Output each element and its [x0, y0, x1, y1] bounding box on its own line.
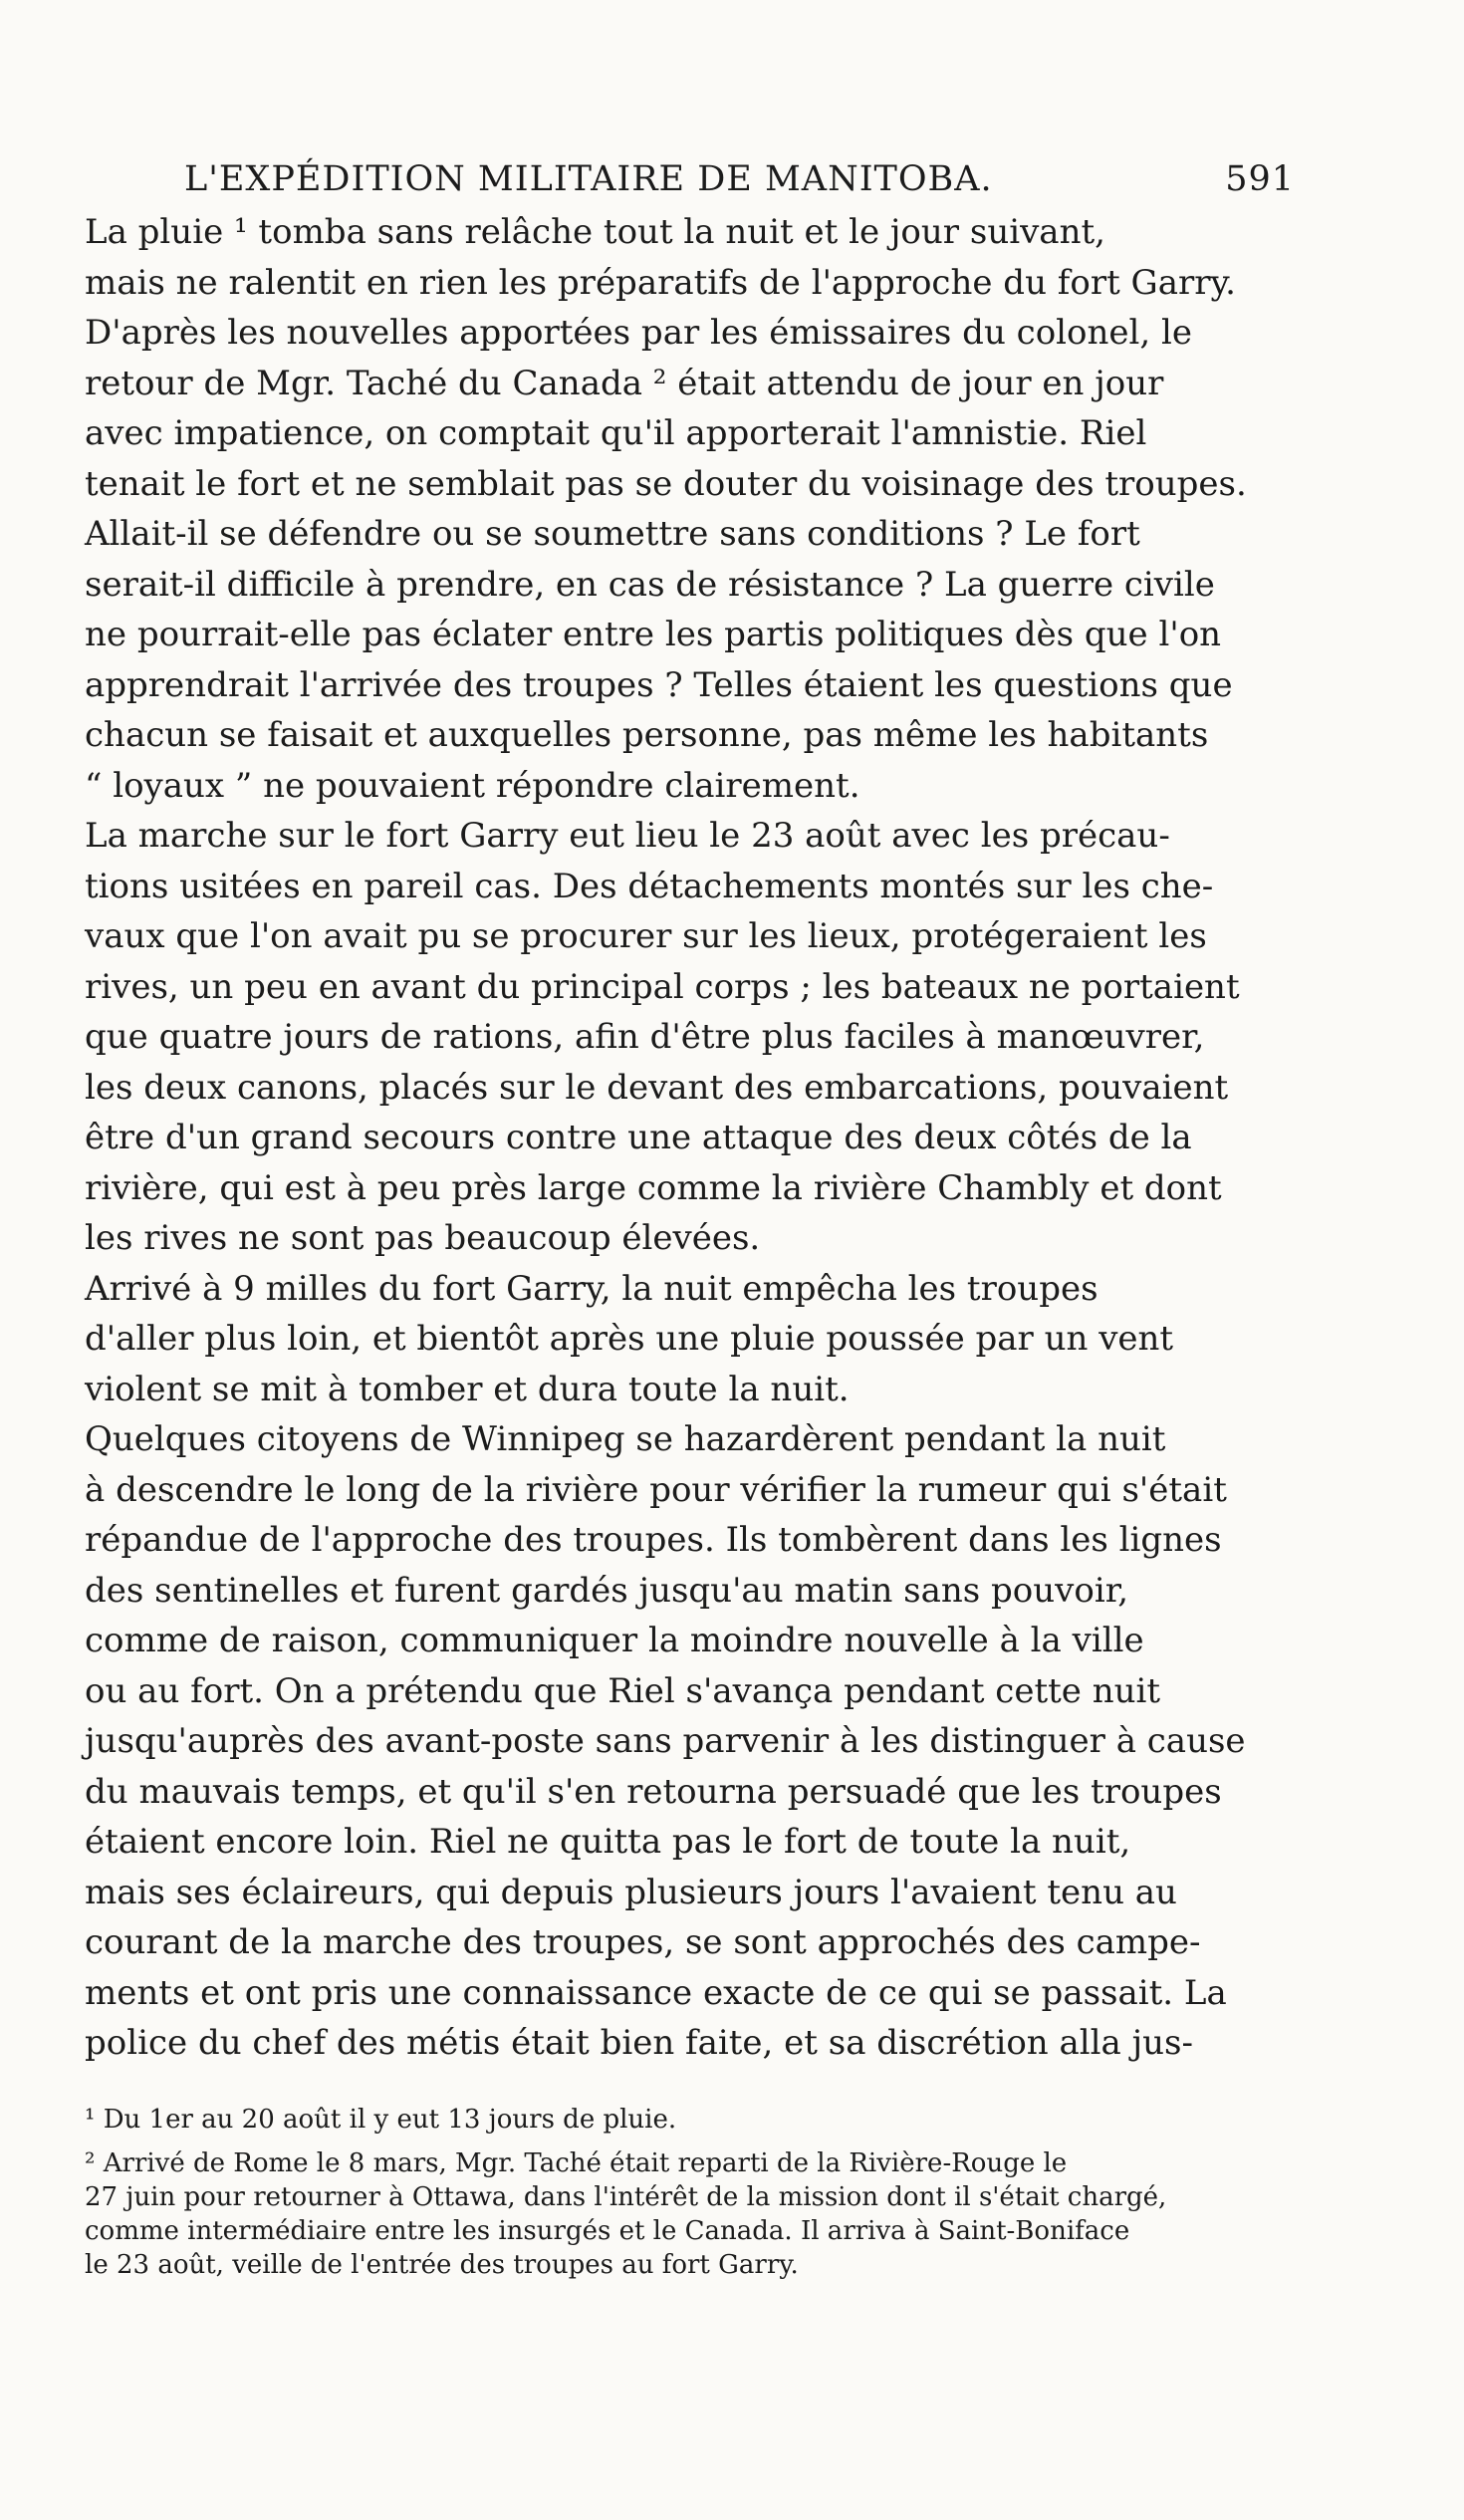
text-line: Quelques citoyens de Winnipeg se hazardèrent pendant la nuit: [85, 1419, 1166, 1459]
text-line: être d'un grand secours contre une attaque des deux côtés de la: [85, 1118, 1192, 1157]
text-line: à descendre le long de la rivière pour vérifier la rumeur qui s'était: [85, 1469, 1227, 1510]
text-line: retour de Mgr. Taché du Canada ² était attendu de jour en jour: [85, 363, 1164, 403]
header-title: L'EXPÉDITION MILITAIRE DE MANITOBA.: [184, 159, 993, 199]
text-line: violent se mit à tomber et dura toute la nuit.: [85, 1369, 850, 1409]
text-line: ou au fort. On a prétendu que Riel s'avança pendant cette nuit: [85, 1670, 1161, 1711]
text-line: chacun se faisait et auxquelles personne, pas même les habitants: [85, 715, 1209, 755]
text-line: étaient encore loin. Riel ne quitta pas le fort de toute la nuit,: [85, 1822, 1131, 1862]
paragraph-3: [85, 1264, 1320, 1415]
footnote-line: 27 juin pour retourner à Ottawa, dans l'intérêt de la mission dont il s'était chargé,: [85, 2181, 1167, 2212]
paragraph-2: [85, 811, 1320, 1264]
text-line: tenait le fort et ne semblait pas se douter du voisinage des troupes.: [85, 463, 1247, 504]
text-line: jusqu'auprès des avant-poste sans parvenir à les distinguer à cause: [85, 1721, 1246, 1761]
text-line: rivière, qui est à peu près large comme la rivière Chambly et dont: [85, 1167, 1222, 1208]
text-line: D'après les nouvelles apportées par les émissaires du colonel, le: [85, 313, 1193, 353]
page-number: 591: [1225, 159, 1295, 199]
body-text: [85, 207, 1320, 2069]
text-line: police du chef des métis était bien faite, et sa discrétion alla jus-: [85, 2023, 1193, 2063]
text-line: vaux que l'on avait pu se procurer sur les lieux, protégeraient les: [85, 916, 1207, 956]
text-line: courant de la marche des troupes, se sont approchés des campe-: [85, 1922, 1201, 1962]
footnote-2: [85, 2146, 1320, 2282]
text-line: mais ne ralentit en rien les préparatifs de l'approche du fort Garry.: [85, 262, 1236, 303]
text-line: que quatre jours de rations, afin d'être plus faciles à manœuvrer,: [85, 1017, 1205, 1057]
text-line: les rives ne sont pas beaucoup élevées.: [85, 1218, 761, 1258]
paragraph-1: [85, 207, 1320, 811]
footnotes: [85, 2103, 1320, 2282]
text-line: du mauvais temps, et qu'il s'en retourna persuadé que les troupes: [85, 1771, 1222, 1812]
text-line: Arrivé à 9 milles du fort Garry, la nuit empêcha les troupes: [85, 1268, 1098, 1309]
text-line: les deux canons, placés sur le devant des embarcations, pouvaient: [85, 1067, 1229, 1108]
text-line: d'aller plus loin, et bientôt après une pluie poussée par un vent: [85, 1319, 1174, 1359]
text-line: apprendrait l'arrivée des troupes ? Telles étaient les questions que: [85, 664, 1233, 705]
running-header: [184, 159, 1295, 199]
footnote-line: ² Arrivé de Rome le 8 mars, Mgr. Taché était reparti de la Rivière-Rouge le: [85, 2147, 1068, 2178]
text-line: La pluie ¹ tomba sans relâche tout la nuit et le jour suivant,: [85, 212, 1105, 252]
text-line: ments et ont pris une connaissance exacte de ce qui se passait. La: [85, 1972, 1227, 2013]
book-page: [85, 159, 1320, 2450]
text-line: mais ses éclaireurs, qui depuis plusieurs jours l'avaient tenu au: [85, 1872, 1177, 1912]
paragraph-4: [85, 1414, 1320, 2069]
text-line: “ loyaux ” ne pouvaient répondre clairement.: [85, 765, 860, 806]
text-line: rives, un peu en avant du principal corps ; les bateaux ne portaient: [85, 966, 1240, 1007]
footnote-line: comme intermédiaire entre les insurgés et le Canada. Il arriva à Saint-Boniface: [85, 2215, 1130, 2246]
text-line: La marche sur le fort Garry eut lieu le 23 août avec les précau-: [85, 816, 1170, 856]
text-line: avec impatience, on comptait qu'il apporterait l'amnistie. Riel: [85, 413, 1147, 453]
footnote-1: [85, 2103, 1320, 2137]
text-line: tions usitées en pareil cas. Des détachements montés sur les che-: [85, 866, 1214, 906]
text-line: ne pourrait-elle pas éclater entre les partis politiques dès que l'on: [85, 615, 1222, 654]
footnote-line: le 23 août, veille de l'entrée des troupes au fort Garry.: [85, 2249, 799, 2280]
footnote-line: ¹ Du 1er au 20 août il y eut 13 jours de pluie.: [85, 2104, 677, 2135]
text-line: comme de raison, communiquer la moindre nouvelle à la ville: [85, 1621, 1144, 1660]
text-line: Allait-il se défendre ou se soumettre sans conditions ? Le fort: [85, 514, 1140, 554]
text-line: répandue de l'approche des troupes. Ils tombèrent dans les lignes: [85, 1520, 1222, 1560]
text-line: serait-il difficile à prendre, en cas de résistance ? La guerre civile: [85, 564, 1215, 605]
text-line: des sentinelles et furent gardés jusqu'au matin sans pouvoir,: [85, 1570, 1129, 1611]
